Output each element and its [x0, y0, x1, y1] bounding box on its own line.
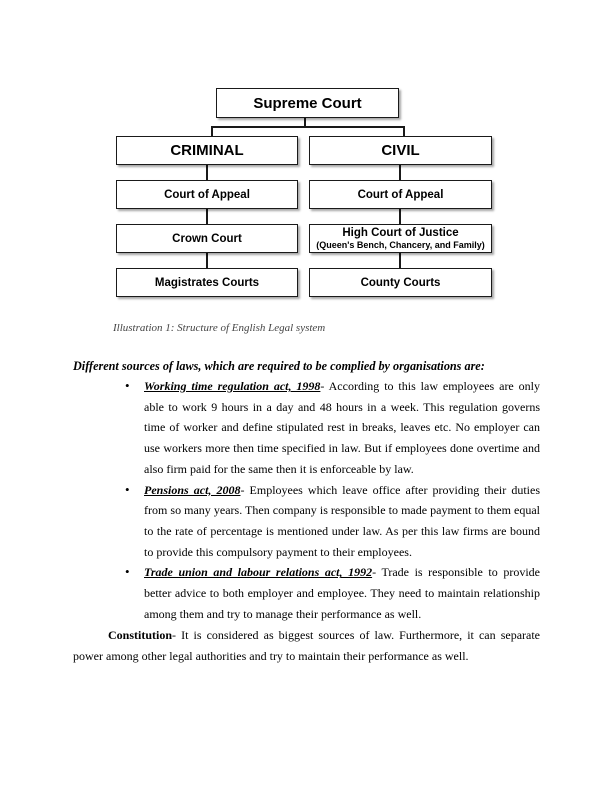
bullet-icon: • [125, 378, 130, 393]
criminal-court-of-appeal-label: Court of Appeal [164, 188, 250, 201]
crown-court-label: Crown Court [172, 232, 242, 245]
connector-line [211, 126, 405, 128]
list-item [125, 562, 540, 624]
list-item-title: Pensions act, 2008 [144, 482, 241, 497]
connector-line [206, 208, 208, 225]
list-item [125, 480, 540, 563]
supreme-court-label: Supreme Court [253, 94, 362, 112]
county-courts-box [309, 268, 492, 297]
figure-caption: Illustration 1: Structure of English Legal system [113, 322, 326, 334]
constitution-paragraph [73, 625, 540, 666]
list-item-text: - Trade is responsible to provide better advice to both employer and employee. They need to maintain relationship among them and try to manage their performance as well. [144, 565, 540, 621]
connector-line [399, 208, 401, 225]
connector-line [206, 164, 208, 181]
criminal-court-of-appeal-box [116, 180, 298, 209]
high-court-box [309, 224, 492, 253]
civil-label: CIVIL [381, 142, 420, 159]
list-item-title: Working time regulation act, 1998 [144, 379, 321, 393]
supreme-court-box [216, 88, 399, 118]
criminal-label: CRIMINAL [170, 142, 244, 159]
sources-list [125, 376, 540, 624]
magistrates-courts-box [116, 268, 298, 297]
civil-box [309, 136, 492, 165]
constitution-lead: Constitution [108, 628, 173, 642]
magistrates-courts-label: Magistrates Courts [154, 276, 260, 289]
list-item-title: Trade union and labour relations act, 1992 [144, 565, 373, 580]
list-item-text: - Employees which leave office after providing their duties from so many years. Then company is responsible to made payment to them equal to the rate of percentage is mentioned under law. As per this law firms are bound to provide this compulsory payment to their employees. [144, 482, 540, 559]
high-court-label: High Court of Justice [342, 227, 459, 239]
high-court-subtitle: (Queen's Bench, Chancery, and Family) [316, 240, 485, 250]
list-item [125, 376, 540, 480]
section-heading: Different sources of laws, which are required to be complied by organisations are: [73, 359, 485, 373]
civil-court-of-appeal-label: Court of Appeal [357, 188, 444, 201]
constitution-text: - It is considered as biggest sources of law. Furthermore, it can separate power among other legal authorities and try to maintain their performance as well. [73, 628, 540, 663]
connector-line [399, 164, 401, 181]
connector-line [206, 252, 208, 269]
county-courts-label: County Courts [360, 276, 441, 289]
criminal-box [116, 136, 298, 165]
bullet-icon: • [125, 481, 130, 497]
connector-line [399, 252, 401, 269]
crown-court-box [116, 224, 298, 253]
list-item-text: - According to this law employees are only able to work 9 hours in a day and 48 hours in a week. This regulation governs time of worker and define stipulated rest in breaks, leaves etc. No employer can use workers more then time specified in law. But if employees done overtime and also firm paid for the same then it is enforceable by law. [144, 379, 540, 476]
bullet-icon: • [125, 564, 130, 580]
civil-court-of-appeal-box [309, 180, 492, 209]
